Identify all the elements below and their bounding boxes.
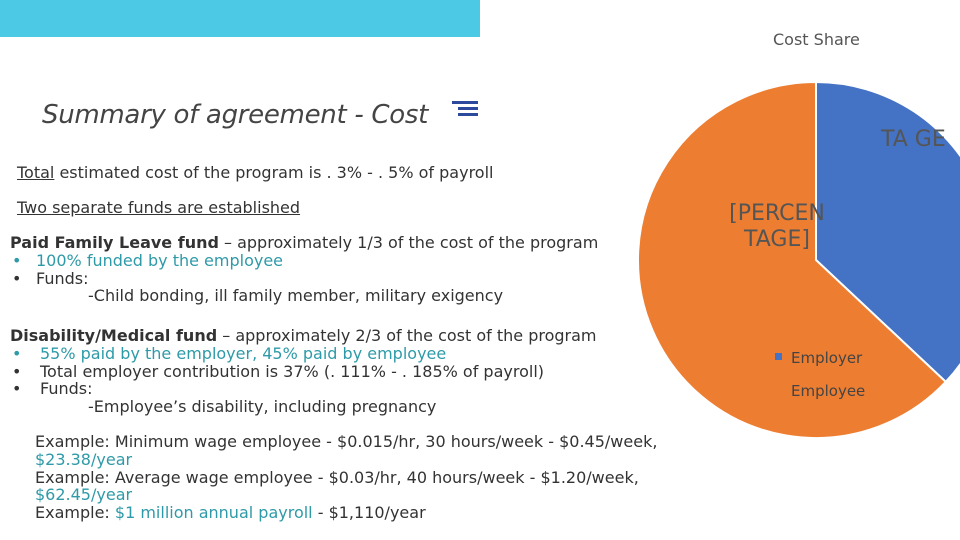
dmf-bullet-3: Funds: bbox=[40, 379, 93, 398]
pfl-bullet-1: 100% funded by the employee bbox=[36, 251, 284, 270]
legend-swatch-employer bbox=[775, 353, 782, 360]
legend-item-employee bbox=[775, 382, 865, 400]
funds-line: Two separate funds are established bbox=[17, 198, 301, 217]
legend-item-employer bbox=[775, 349, 862, 367]
slide-title: Summary of agreement - Cost bbox=[42, 100, 428, 130]
bullet-char: • bbox=[12, 362, 22, 381]
example-2-line-b: $62.45/year bbox=[35, 485, 133, 504]
total-label: Total bbox=[17, 163, 55, 182]
bullet-char: • bbox=[12, 344, 22, 363]
dmf-bullet-1: 55% paid by the employer, 45% paid by employee bbox=[40, 344, 447, 363]
pfl-heading-bold: Paid Family Leave fund bbox=[10, 233, 219, 252]
slice-label-employee: [PERCEN TAGE] bbox=[729, 201, 825, 253]
example-3-suffix: - $1,110/year bbox=[312, 503, 426, 522]
pfl-heading-rest: – approximately 1/3 of the cost of the program bbox=[218, 233, 599, 252]
cost-summary-text: estimated cost of the program is . 3% - . 5% of payroll bbox=[54, 163, 494, 182]
pfl-bullet-2: Funds: bbox=[36, 269, 89, 288]
pfl-sub: -Child bonding, ill family member, military exigency bbox=[88, 286, 504, 305]
dmf-heading-bold: Disability/Medical fund bbox=[10, 326, 218, 345]
example-2-line-a: Example: Average wage employee - $0.03/hr, 40 hours/week - $1.20/week, bbox=[35, 468, 639, 487]
legend-label-employer: Employer bbox=[791, 349, 863, 367]
dmf-heading-rest: – approximately 2/3 of the cost of the program bbox=[217, 326, 597, 345]
bullet-char: • bbox=[12, 269, 22, 288]
slice-label-employer: TA GE bbox=[881, 127, 946, 152]
example-3-highlight: $1 million annual payroll bbox=[114, 503, 313, 522]
bullet-char: • bbox=[12, 251, 22, 270]
example-3-prefix: Example: bbox=[35, 503, 115, 522]
legend-label-employee: Employee bbox=[791, 382, 866, 400]
bullet-char: • bbox=[12, 379, 22, 398]
dmf-bullet-2: Total employer contribution is 37% (. 111% - . 185% of payroll) bbox=[40, 362, 545, 381]
example-1-line-b: $23.38/year bbox=[35, 450, 133, 469]
dmf-sub: -Employee’s disability, including pregnancy bbox=[88, 397, 437, 416]
example-1-line-a: Example: Minimum wage employee - $0.015/hr, 30 hours/week - $0.45/week, bbox=[35, 432, 658, 451]
chart-title: Cost Share bbox=[773, 30, 860, 49]
legend-swatch-employee bbox=[775, 386, 782, 393]
